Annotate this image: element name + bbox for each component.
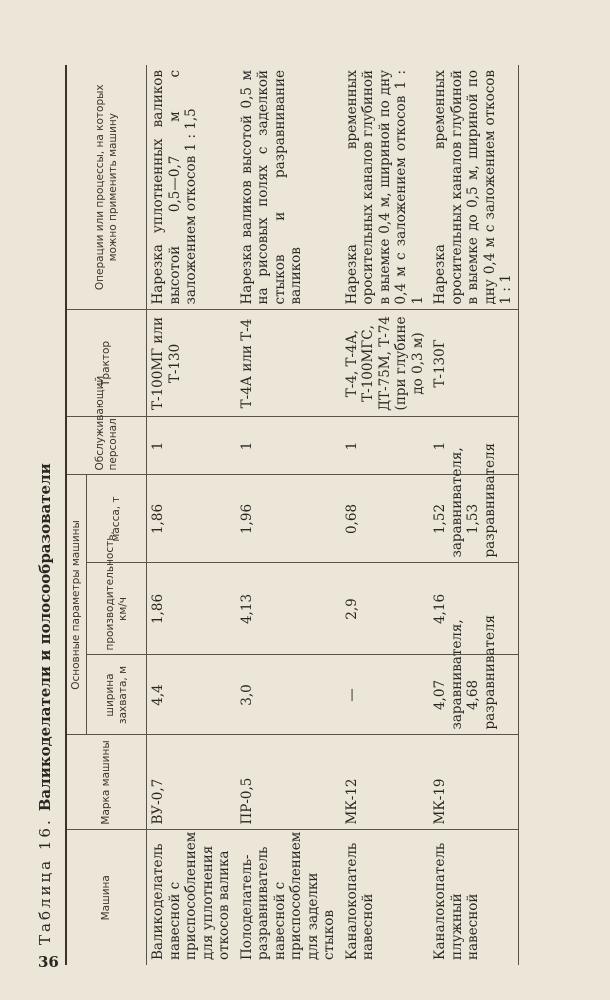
cell-width: — <box>341 655 430 735</box>
cell-brand: МК-19 <box>429 735 518 830</box>
header-main-params: Основные параметры машины <box>66 475 87 735</box>
cell-tractor: Т-100МГ или Т-130 <box>147 310 236 417</box>
cell-mass: 1,96 <box>236 475 341 563</box>
cell-machine: Полоделатель-разравниватель навесной с приспособлением для заделки стыков <box>238 831 337 960</box>
header-operations: Операции или процессы, на которых можно применить машину <box>66 65 147 310</box>
page-number: 36 <box>38 953 59 971</box>
cell-mass: 1,86 <box>147 475 236 563</box>
table-row <box>341 65 430 965</box>
cell-brand: ВУ-0,7 <box>147 735 236 830</box>
cell-mass: 0,68 <box>341 475 430 563</box>
table-title: Валикоделатели и полосообразователи <box>36 463 54 812</box>
cell-operations: Нарезка временных оросительных каналов глубиной в выемке до 0,5 м, шириной по дну 0,4 м с заложением откосов 1 : 1 <box>429 65 518 310</box>
table-row <box>147 65 236 965</box>
cell-staff: 1 <box>147 417 236 475</box>
header-productivity: производительность, км/ч <box>87 563 147 655</box>
cell-brand: ПР-0,5 <box>236 735 341 830</box>
table-row <box>429 65 518 965</box>
cell-machine: Валикоделатель навесной с приспособлением для уплотнения откосов валика <box>150 831 232 960</box>
cell-staff: 1 <box>236 417 341 475</box>
cell-staff: 1 <box>429 417 518 475</box>
rotated-table-sheet <box>25 65 585 965</box>
cell-operations: Нарезка уплотненных валиков высотой 0,5—0,7 м с заложением откосов 1 : 1,5 <box>147 65 236 310</box>
header-machine: Машина <box>66 830 147 965</box>
header-tractor: Трактор <box>66 310 147 417</box>
cell-productivity: 4,13 <box>236 563 341 655</box>
cell-operations: Нарезка временных оросительных каналов глубиной в выемке 0,4 м, шириной по дну 0,4 м с заложением откосов 1 : 1 <box>341 65 430 310</box>
header-brand: Марка машины <box>66 735 147 830</box>
table-caption <box>25 463 65 945</box>
cell-width: 4,4 <box>147 655 236 735</box>
header-mass: масса, т <box>87 475 147 563</box>
cell-tractor: Т-4, Т-4А, Т-100МГС, ДТ-75М, Т-74 (при глубине до 0,3 м) <box>341 310 430 417</box>
cell-machine: Каналокопатель навесной <box>343 842 376 960</box>
table-label: Таблица 16. <box>36 817 54 945</box>
cell-operations: Нарезка валиков высотой 0,5 м на рисовых полях с заделкой стыков и разравнивание валиков <box>236 65 341 310</box>
cell-width: 3,0 <box>236 655 341 735</box>
cell-tractor: Т-4А или Т-4 <box>236 310 341 417</box>
header-width: ширина захвата, м <box>87 655 147 735</box>
machines-table <box>65 65 519 965</box>
cell-tractor: Т-130Г <box>429 310 518 417</box>
cell-staff: 1 <box>341 417 430 475</box>
cell-width: 4,07 заравнивателя, 4,68 разравнивателя <box>429 655 518 735</box>
table-row <box>236 65 341 965</box>
cell-mass: 1,52 заравнивателя, 1,53 разравнивателя <box>429 475 518 563</box>
cell-productivity: 4,16 <box>429 563 518 655</box>
cell-brand: МК-12 <box>341 735 430 830</box>
cell-machine: Каналокопатель плужный навесной <box>429 830 518 965</box>
cell-productivity: 2,9 <box>341 563 430 655</box>
header-staff: Обслуживающий персонал <box>66 417 147 475</box>
cell-productivity: 1,86 <box>147 563 236 655</box>
